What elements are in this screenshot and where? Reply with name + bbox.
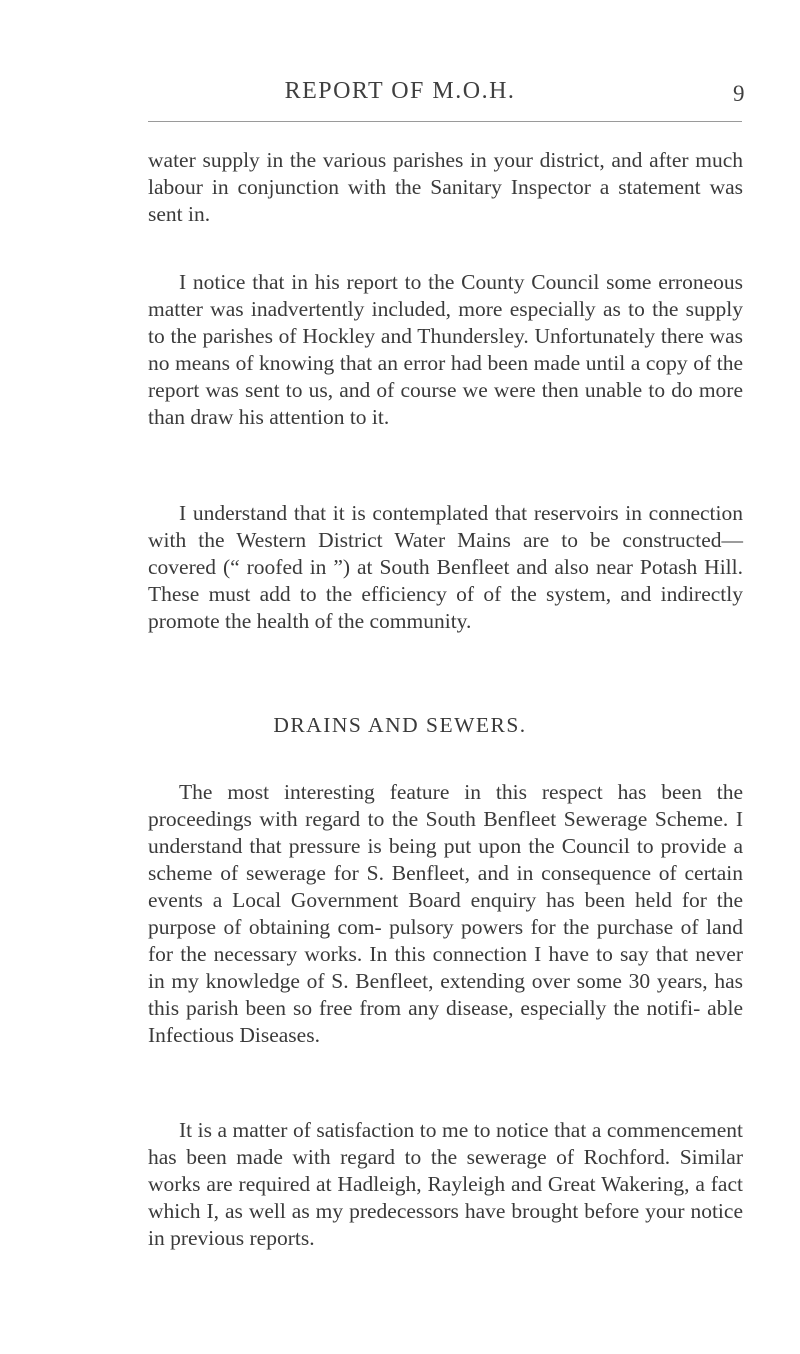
paragraph-rochford-sewerage: It is a matter of satisfaction to me to notice that a commencement has been made with regard to the sewerage of Rochford. Similar works are required at Hadleigh, Rayleigh and Great Wakering, a fact which I, as well as my predecessors have brought before your notice in previous reports. <box>148 1118 743 1250</box>
paragraph-benfleet-sewerage: The most interesting feature in this respect has been the proceedings with regard to the South Benfleet Sewerage Scheme. I understand that pressure is being put upon the Council to provide a scheme of sewerage for S. Benfleet, and in consequence of certain events a Local Government Board enquiry has been held for the purpose of obtaining com- pulsory powers for the purchase of land for the necessary works. In this connection I have to say that never in my knowledge of S. Benfleet, extending over some 30 years, has this parish been so free from any disease, especially the notifi- able Infectious Diseases. <box>148 780 743 1047</box>
running-title: REPORT OF M.O.H. <box>284 78 516 104</box>
paragraph-reservoirs: I understand that it is contemplated that reservoirs in connection with the Western District Water Mains are to be constructed—covered (“ roofed in ”) at South Benfleet and also near Potash Hill. These must add to the efficiency of of the system, and indirectly promote the health of the community. <box>148 501 743 633</box>
header-rule <box>148 121 742 122</box>
paragraph-county-council-report: I notice that in his report to the County Council some erroneous matter was inadvertently included, more especially as to the supply to the parishes of Hockley and Thundersley. Unfortunately there was no means of knowing that an error had been made until a copy of the report was sent to us, and of course we were then unable to do more than draw his attention to it. <box>148 270 743 429</box>
page-number: 9 <box>733 81 745 106</box>
paragraph-water-supply-statement: water supply in the various parishes in your district, and after much labour in conjunction with the Sanitary Inspector a statement was sent in. <box>148 148 743 226</box>
section-heading-drains-and-sewers: DRAINS AND SEWERS. <box>273 713 527 737</box>
